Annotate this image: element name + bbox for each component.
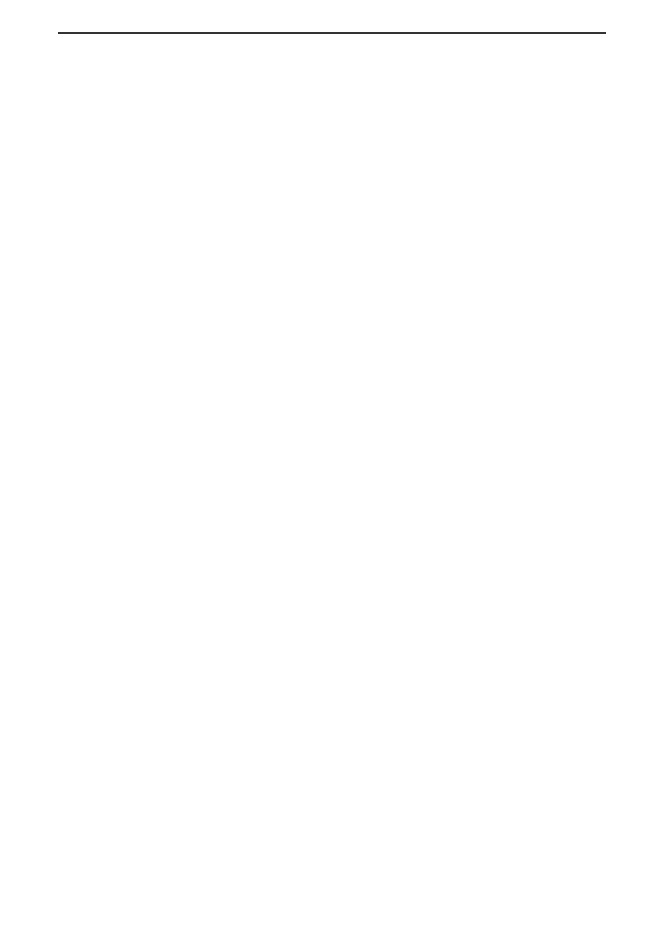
- document-page: [58, 32, 606, 49]
- continued-resolution-box: [58, 32, 606, 34]
